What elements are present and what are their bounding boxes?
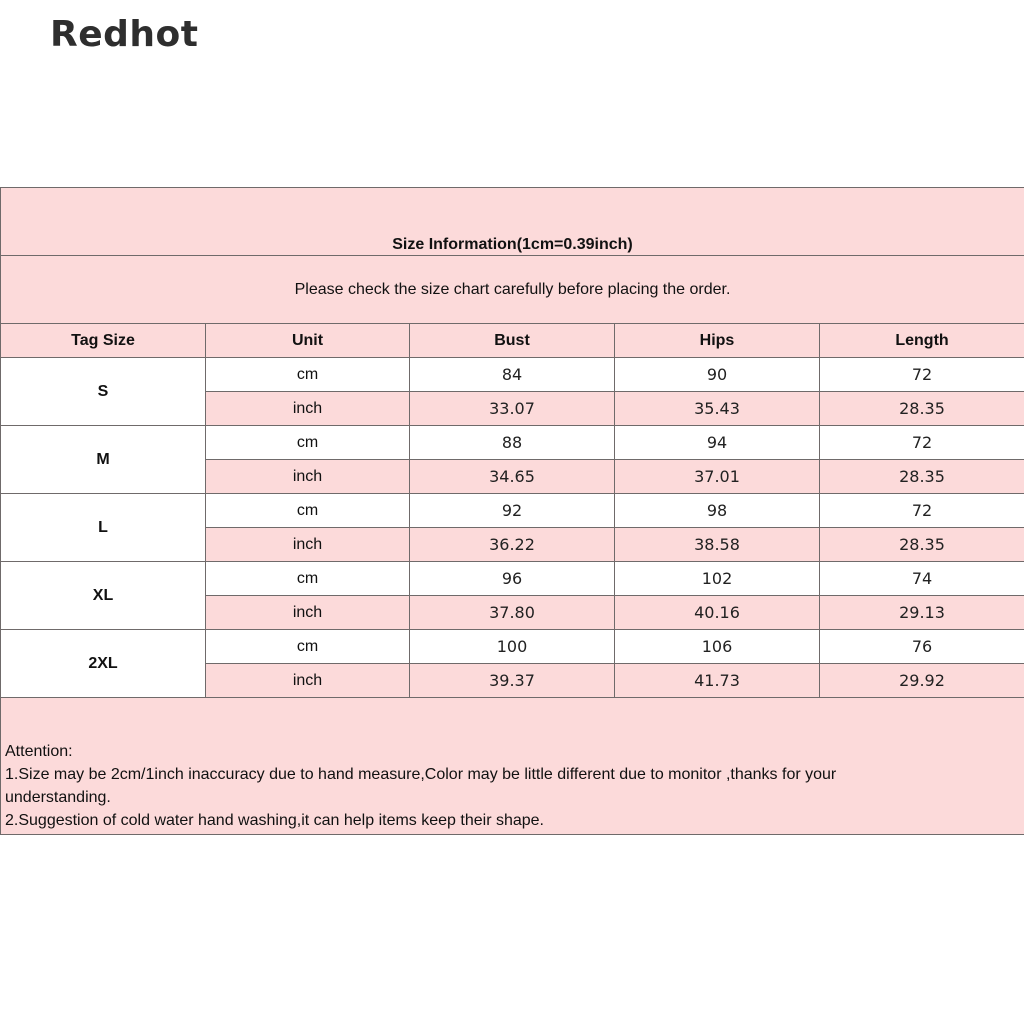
hips-cell: 35.43: [615, 392, 820, 426]
header-hips: Hips: [615, 324, 820, 358]
bust-cell: 37.80: [410, 596, 615, 630]
table-row: [1, 494, 1024, 528]
tag-size-cell: L: [1, 494, 206, 562]
bust-cell: 34.65: [410, 460, 615, 494]
unit-cell: inch: [206, 664, 410, 698]
size-chart-notice: Please check the size chart carefully before placing the order.: [1, 256, 1024, 324]
bust-cell: 96: [410, 562, 615, 596]
brand-logo: Redhot: [50, 14, 199, 55]
attention-note-1: 1.Size may be 2cm/1inch inaccuracy due to hand measure,Color may be little different due to monitor ,thanks for your understanding.: [5, 766, 837, 806]
unit-cell: inch: [206, 460, 410, 494]
header-unit: Unit: [206, 324, 410, 358]
table-row: [1, 358, 1024, 392]
length-cell: 76: [820, 630, 1024, 664]
length-cell: 29.13: [820, 596, 1024, 630]
bust-cell: 84: [410, 358, 615, 392]
hips-cell: 94: [615, 426, 820, 460]
header-tag-size: Tag Size: [1, 324, 206, 358]
size-chart-title-cell: [1, 188, 1024, 256]
header-length: Length: [820, 324, 1024, 358]
hips-cell: 40.16: [615, 596, 820, 630]
tag-size-cell: M: [1, 426, 206, 494]
unit-cell: cm: [206, 630, 410, 664]
size-chart-table: [0, 187, 1024, 835]
attention-heading: Attention:: [5, 743, 73, 760]
tag-size-cell: S: [1, 358, 206, 426]
unit-cell: cm: [206, 494, 410, 528]
bust-cell: 33.07: [410, 392, 615, 426]
bust-cell: 100: [410, 630, 615, 664]
hips-cell: 38.58: [615, 528, 820, 562]
length-cell: 74: [820, 562, 1024, 596]
length-cell: 28.35: [820, 528, 1024, 562]
unit-cell: cm: [206, 358, 410, 392]
hips-cell: 98: [615, 494, 820, 528]
length-cell: 29.92: [820, 664, 1024, 698]
hips-cell: 102: [615, 562, 820, 596]
attention-notes: [1, 698, 1024, 835]
hips-cell: 106: [615, 630, 820, 664]
unit-cell: inch: [206, 528, 410, 562]
hips-cell: 41.73: [615, 664, 820, 698]
unit-cell: inch: [206, 596, 410, 630]
unit-cell: cm: [206, 426, 410, 460]
table-row: [1, 562, 1024, 596]
tag-size-cell: 2XL: [1, 630, 206, 698]
unit-cell: inch: [206, 392, 410, 426]
unit-cell: cm: [206, 562, 410, 596]
length-cell: 28.35: [820, 392, 1024, 426]
bust-cell: 88: [410, 426, 615, 460]
tag-size-cell: XL: [1, 562, 206, 630]
length-cell: 72: [820, 426, 1024, 460]
length-cell: 72: [820, 494, 1024, 528]
bust-cell: 39.37: [410, 664, 615, 698]
length-cell: 28.35: [820, 460, 1024, 494]
table-row: [1, 426, 1024, 460]
size-chart-title: Size Information(1cm=0.39inch): [392, 236, 633, 253]
bust-cell: 92: [410, 494, 615, 528]
bust-cell: 36.22: [410, 528, 615, 562]
hips-cell: 37.01: [615, 460, 820, 494]
table-row: [1, 630, 1024, 664]
header-bust: Bust: [410, 324, 615, 358]
attention-note-2: 2.Suggestion of cold water hand washing,it can help items keep their shape.: [5, 812, 544, 829]
length-cell: 72: [820, 358, 1024, 392]
hips-cell: 90: [615, 358, 820, 392]
